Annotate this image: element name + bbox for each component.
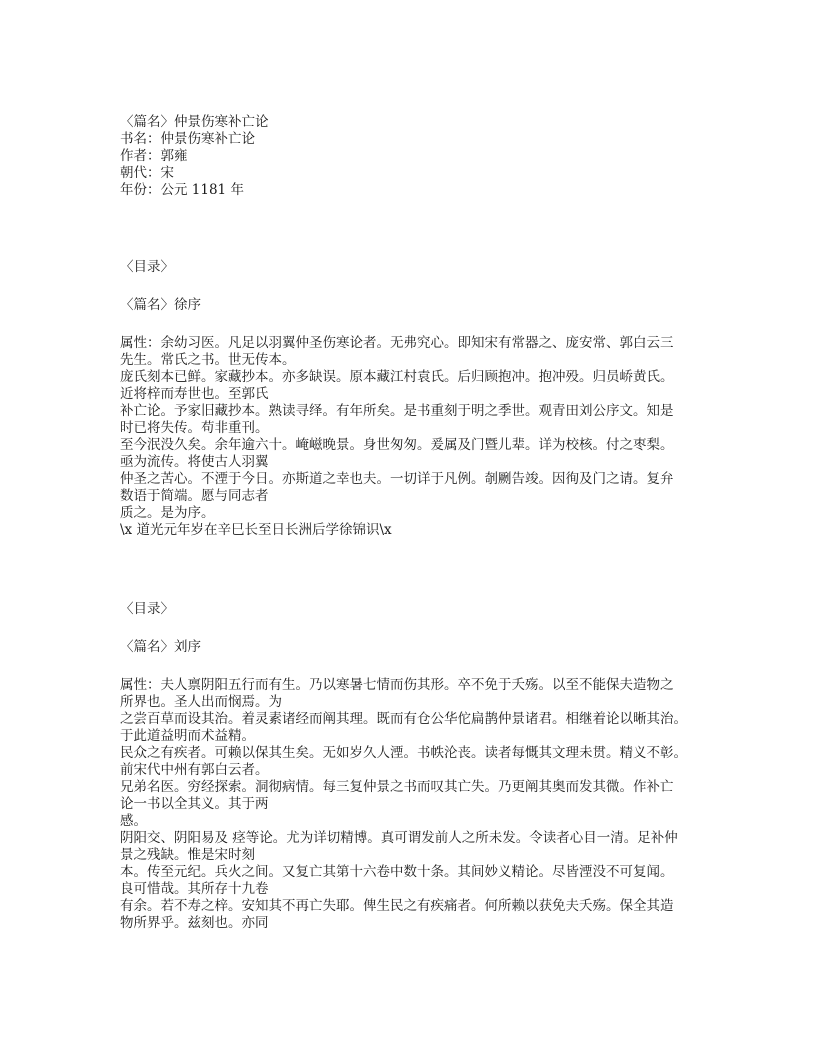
paragraph-line: 数语于简端。愿与同志者 xyxy=(120,488,269,504)
chapter-title: 〈篇名〉徐序 xyxy=(120,297,201,313)
paragraph-line: 庞氏刻本已鲜。家藏抄本。亦多缺误。原本藏江村袁氏。后归顾抱冲。抱冲殁。归员峤黄氏。 xyxy=(120,369,674,385)
paragraph-line: 先生。常氏之书。世无传本。 xyxy=(120,352,296,368)
toc-label: 〈目录〉 xyxy=(120,601,174,617)
paragraph-line: 良可惜哉。其所存十九卷 xyxy=(120,881,269,897)
paragraph-line: 近将梓而寿世也。至郭氏 xyxy=(120,386,269,402)
paragraph-line: 至今泯没久矣。余年逾六十。崦嵫晚景。身世匆匆。爰属及门暨儿辈。详为校核。付之枣梨。 xyxy=(120,437,674,453)
paragraph-line: 感。 xyxy=(120,813,147,829)
book-author: 作者：郭雍 xyxy=(120,148,188,164)
chapter-title: 〈篇名〉刘序 xyxy=(120,639,201,655)
paragraph-line: 本。传至元纪。兵火之间。又复亡其第十六卷中数十条。其间妙义精论。尽皆湮没不可复闻。 xyxy=(120,864,674,880)
book-title-heading: 〈篇名〉仲景伤寒补亡论 xyxy=(120,114,269,130)
book-name: 书名：仲景伤寒补亡论 xyxy=(120,131,255,147)
paragraph-line: 有余。若不寿之梓。安知其不再亡失耶。俾生民之有疾痛者。何所赖以获免夫夭殇。保全其造 xyxy=(120,898,674,914)
paragraph-line: 物所界乎。兹刻也。亦同 xyxy=(120,915,269,931)
paragraph-line: 于此道益明而术益精。 xyxy=(120,728,255,744)
paragraph-line: 属性：余幼习医。凡足以羽翼仲圣伤寒论者。无弗究心。即知宋有常器之、庞安常、郭白云三 xyxy=(120,335,674,351)
book-dynasty: 朝代：宋 xyxy=(120,165,174,181)
paragraph-line: 阴阳交、阴阳易及 痉等论。尤为详切精博。真可谓发前人之所未发。令读者心目一清。足补仲 xyxy=(120,830,678,846)
paragraph-line: 民众之有疾者。可赖以保其生矣。无如岁久人湮。书帙沦丧。读者每慨其文理未贯。精义不彰。 xyxy=(120,745,687,761)
section-liu-preface xyxy=(120,601,700,932)
book-year: 年份：公元 1181 年 xyxy=(120,182,244,198)
paragraph-line: 兄弟名医。穷经探索。洞彻病情。每三复仲景之书而叹其亡失。乃更阐其奥而发其微。作补亡 xyxy=(120,779,674,795)
paragraph-line: 所界也。圣人出而悯焉。为 xyxy=(120,694,282,710)
paragraph-line: 景之残缺。惟是宋时刻 xyxy=(120,847,255,863)
paragraph-line: 前宋代中州有郭白云者。 xyxy=(120,762,269,778)
paragraph-line: 时已将失传。苟非重刊。 xyxy=(120,420,269,436)
book-metadata xyxy=(120,114,700,199)
paragraph-line: 亟为流传。将使古人羽翼 xyxy=(120,454,269,470)
paragraph-line: 论一书以全其义。其于两 xyxy=(120,796,269,812)
section-xu-preface xyxy=(120,259,700,539)
paragraph-line: 质之。是为序。 xyxy=(120,505,215,521)
document-page xyxy=(120,114,700,932)
paragraph-line: 属性：夫人禀阴阳五行而有生。乃以寒暑七情而伤其形。卒不免于夭殇。以至不能保夫造物之 xyxy=(120,677,674,693)
paragraph-line: 补亡论。予家旧藏抄本。熟读寻绎。有年所矣。是书重刻于明之季世。观青田刘公序文。知是 xyxy=(120,403,674,419)
signature-line: \x 道光元年岁在辛巳长至日长洲后学徐锦识\x xyxy=(120,522,392,538)
paragraph-line: 之尝百草而设其治。着灵素诸经而阐其理。既而有仓公华佗扁鹊仲景诸君。相继着论以晰其治。 xyxy=(120,711,687,727)
toc-label: 〈目录〉 xyxy=(120,259,174,275)
paragraph-line: 仲圣之苦心。不湮于今日。亦斯道之幸也夫。一切详于凡例。剞劂告竣。因徇及门之请。复弁 xyxy=(120,471,674,487)
